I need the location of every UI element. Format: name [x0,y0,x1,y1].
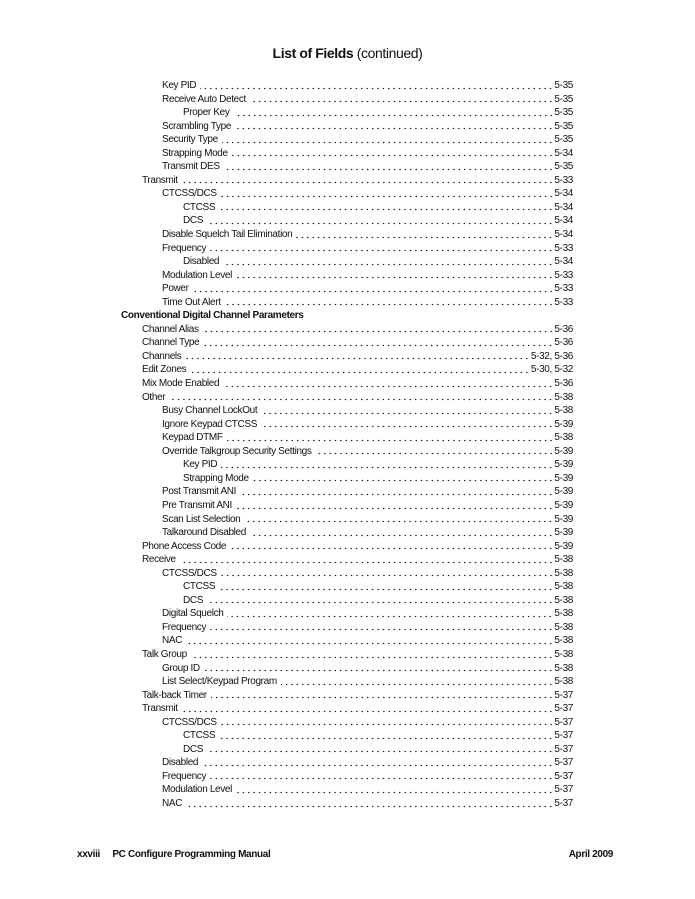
index-entry-label: Frequency [162,770,207,782]
index-entry [121,526,573,540]
index-entry [121,445,573,459]
index-entry [121,499,573,513]
index-entry [121,553,573,567]
dot-leader [222,136,554,144]
index-entry [121,120,573,134]
dot-leader [227,434,554,442]
index-entry [121,269,573,283]
index-entry-page: 5-38 [554,581,573,593]
index-entry-label: Pre Transmit ANI [162,499,232,511]
index-entry [121,336,573,350]
dot-leader [211,691,554,699]
index-entry-page: 5-38 [554,391,573,403]
dot-leader [225,298,554,306]
index-entry-label: Modulation Level [162,784,233,796]
index-entry-label: DCS [183,594,204,606]
index-entry-page: 5-37 [554,770,573,782]
index-entry-page: 5-34 [554,201,573,213]
index-entry-page: 5-39 [554,459,573,471]
index-entry-label: NAC [162,635,183,647]
page-title [0,45,695,61]
index-entry-label: Security Type [162,134,218,146]
index-entry-label: Receive Auto Detect [162,93,246,105]
index-entry-label: Phone Access Code [142,540,227,552]
index-entry-page: 5-39 [554,445,573,457]
dot-leader [207,745,553,753]
index-entry-page: 5-39 [554,527,573,539]
index-entry-page: 5-38 [554,635,573,647]
dot-leader [232,149,554,157]
index-section-heading [121,309,573,323]
dot-leader [250,95,553,103]
index-entry-label: Frequency [162,621,207,633]
index-entry-label: CTCSS [183,730,216,742]
index-entry-page: 5-33 [554,296,573,308]
index-entry-label: CTCSS [183,581,216,593]
index-entry-label: Proper Key [183,107,230,119]
index-entry-label: Power [162,283,189,295]
index-entry-page: 5-38 [554,648,573,660]
page-title-main: List of Fields [272,45,354,61]
dot-leader [219,203,553,211]
index-entry [121,621,573,635]
index-entry [121,662,573,676]
index-entry-page: 5-35 [554,107,573,119]
dot-leader [186,800,553,808]
index-entry-page: 5-33 [554,283,573,295]
dot-leader [182,176,554,184]
index-entry [121,567,573,581]
index-entry [121,106,573,120]
page-title-suffix: (continued) [356,45,423,61]
dot-leader [244,515,553,523]
index-entry [121,756,573,770]
index-entry [121,485,573,499]
dot-leader [203,339,553,347]
index-entry [121,580,573,594]
index-entry [121,214,573,228]
dot-leader [236,271,553,279]
index-entry-page: 5-37 [554,743,573,755]
dot-leader [281,678,554,686]
index-entry [121,174,573,188]
index-entry-page: 5-32, 5-36 [530,350,573,362]
index-entry-page: 5-34 [554,229,573,241]
dot-leader [221,569,554,577]
index-entry-label: Receive [142,554,176,566]
index-entry [121,702,573,716]
index-entry-label: List Select/Keypad Program [162,676,277,688]
index-entry-label: Edit Zones [142,364,187,376]
index-entry-label: Keypad DTMF [162,432,223,444]
index-entry [121,228,573,242]
index-entry-label: Transmit [142,174,178,186]
index-entry-label: Override Talkgroup Security Settings [162,445,312,457]
index-entry-label: Frequency [162,242,207,254]
index-entry-label: Other [142,391,166,403]
index-entry [121,418,573,432]
index-entry-label: Digital Squelch [162,608,224,620]
index-entry-label: Channel Type [142,337,200,349]
dot-leader [186,637,553,645]
dot-leader [203,325,554,333]
index-entry [121,93,573,107]
index-entry-label: Time Out Alert [162,296,221,308]
index-entry-page: 5-38 [554,608,573,620]
index-entry-page: 5-38 [554,621,573,633]
index-entry [121,79,573,93]
index-entry-page: 5-35 [554,80,573,91]
index-entry [121,729,573,743]
index-entry-page: 5-37 [554,757,573,769]
index-entry [121,797,573,811]
index-entry-page: 5-38 [554,567,573,579]
index-entry-page: 5-38 [554,594,573,606]
index-entry-page: 5-39 [554,513,573,525]
index-entry-page: 5-39 [554,418,573,430]
dot-leader [221,718,554,726]
index-entry-label: Key PID [162,80,197,91]
index-entry-page: 5-37 [554,689,573,701]
index-entry-label: Ignore Keypad CTCSS [162,418,258,430]
index-entry-label: Busy Channel LockOut [162,405,258,417]
index-entry-label: Talk-back Timer [142,689,207,701]
index-entry [121,594,573,608]
dot-leader [191,651,554,659]
index-entry [121,377,573,391]
dot-leader [236,786,553,794]
index-entry-page: 5-33 [554,269,573,281]
dot-leader [236,502,553,510]
index-entry [121,255,573,269]
index-entry-label: Disabled [162,757,199,769]
index-entry-page: 5-34 [554,188,573,200]
index-entry [121,391,573,405]
index-entry [121,187,573,201]
index-entry [121,431,573,445]
index-entry-page: 5-33 [554,242,573,254]
index-entry-page: 5-38 [554,405,573,417]
dot-leader [169,393,553,401]
index-entry [121,201,573,215]
index-entry-page: 5-37 [554,797,573,809]
index-entry [121,160,573,174]
index-entry [121,282,573,296]
index-entry [121,133,573,147]
footer-left [77,849,270,860]
dot-leader [202,759,553,767]
index-entry [121,689,573,703]
dot-leader [261,407,553,415]
index-entry [121,634,573,648]
footer-page-number: xxviii [77,849,100,860]
index-entry-page: 5-35 [554,120,573,132]
dot-leader [234,109,554,117]
dot-leader [207,596,553,604]
index-entry-page: 5-38 [554,554,573,566]
index-entry-label: Talkaround Disabled [162,527,246,539]
index-entry-page: 5-39 [554,499,573,511]
index-entry [121,458,573,472]
footer-date: April 2009 [568,849,613,860]
index-entry-page: 5-38 [554,676,573,688]
dot-leader [227,610,553,618]
index-entry-page: 5-37 [554,784,573,796]
index-entry [121,513,573,527]
index-entry-label: Strapping Mode [183,472,249,484]
index-entry-label: CTCSS/DCS [162,716,217,728]
index-entry-page: 5-34 [554,256,573,268]
dot-leader [190,366,530,374]
index-entry-label: DCS [183,743,204,755]
footer-manual-title: PC Configure Programming Manual [112,849,271,860]
dot-leader [221,190,554,198]
index-entry-page: 5-36 [554,337,573,349]
index-entry-label: Disable Squelch Tail Elimination [162,229,293,241]
index-entry-label: Modulation Level [162,269,233,281]
index-entry [121,296,573,310]
dot-leader [200,82,553,90]
index-entry-page: 5-39 [554,540,573,552]
index-entry-page: 5-39 [554,486,573,498]
index-entry-page: 5-36 [554,378,573,390]
index-entry-page: 5-38 [554,662,573,674]
index-entry-label: Strapping Mode [162,147,228,159]
index-entry-label: Post Transmit ANI [162,486,237,498]
index-entry [121,607,573,621]
dot-leader [224,163,554,171]
index-entry-page: 5-37 [554,716,573,728]
index-entry-label: Scrambling Type [162,120,232,132]
index-entry-label: Channels [142,350,182,362]
index-entry [121,242,573,256]
dot-leader [219,732,553,740]
index-entry-label: Conventional Digital Channel Parameters [121,310,304,322]
dot-leader [204,664,554,672]
index-entry [121,540,573,554]
index-entry-label: Group ID [162,662,200,674]
index-entry-label: Mix Mode Enabled [142,378,220,390]
dot-leader [230,542,553,550]
index-entry [121,472,573,486]
dot-leader [223,258,553,266]
dot-leader [223,380,553,388]
dot-leader [210,244,553,252]
index-entry-page: 5-30, 5-32 [530,364,573,376]
dot-leader [182,705,554,713]
index-entry-label: CTCSS/DCS [162,567,217,579]
index-entry-label: Transmit [142,703,178,715]
dot-leader [240,488,553,496]
dot-leader [316,447,554,455]
index-entry [121,350,573,364]
index-entry-label: CTCSS [183,201,216,213]
dot-leader [219,583,553,591]
index-entry [121,363,573,377]
dot-leader [253,474,554,482]
index-entry-page: 5-35 [554,93,573,105]
index-entry-page: 5-39 [554,472,573,484]
index-entry-label: Disabled [183,256,220,268]
dot-leader [210,772,553,780]
index-entry-label: Scan List Selection [162,513,241,525]
dot-leader [180,556,554,564]
index-entry-page: 5-33 [554,174,573,186]
index-entry-page: 5-38 [554,432,573,444]
dot-leader [235,122,553,130]
dot-leader [193,285,554,293]
dot-leader [207,217,553,225]
dot-leader [210,623,553,631]
index-entry [121,770,573,784]
index-entry-label: DCS [183,215,204,227]
index-entry-page: 5-34 [554,215,573,227]
index-entry [121,783,573,797]
dot-leader [261,420,553,428]
index-entry [121,716,573,730]
index-entry [121,743,573,757]
dot-leader [296,231,553,239]
index-entry [121,648,573,662]
index-entry-label: NAC [162,797,183,809]
index-entry-page: 5-37 [554,703,573,715]
dot-leader [185,352,529,360]
dot-leader [221,461,553,469]
index-entry-page: 5-36 [554,323,573,335]
dot-leader [250,529,553,537]
index-entry-page: 5-34 [554,147,573,159]
index-entry-label: Key PID [183,459,218,471]
index-entry [121,323,573,337]
index-entry-page: 5-35 [554,134,573,146]
index-entry-label: CTCSS/DCS [162,188,217,200]
field-index-list [121,79,573,811]
index-entry-page: 5-35 [554,161,573,173]
index-entry-label: Talk Group [142,648,187,660]
index-entry-page: 5-37 [554,730,573,742]
index-entry-label: Channel Alias [142,323,199,335]
index-entry [121,147,573,161]
index-entry [121,404,573,418]
index-entry [121,675,573,689]
index-entry-label: Transmit DES [162,161,220,173]
